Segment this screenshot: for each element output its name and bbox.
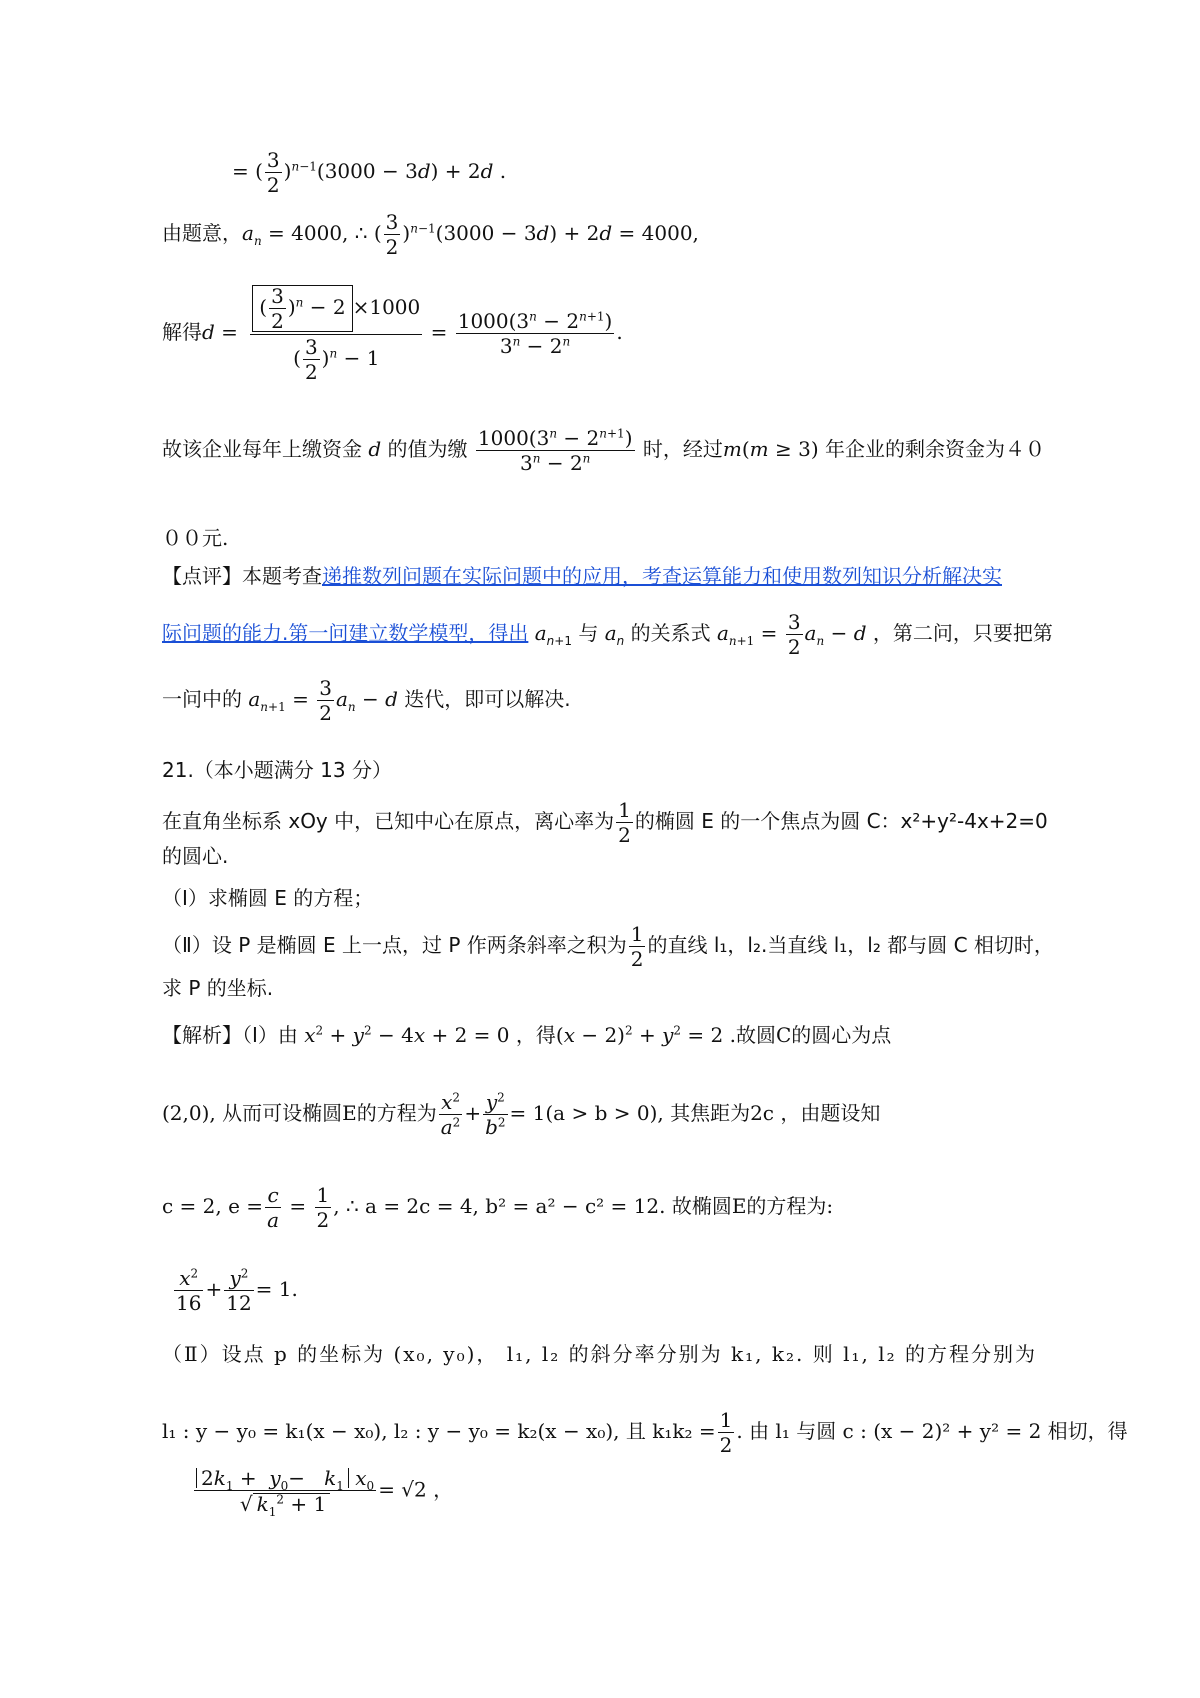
comment-c5: 迭代，即可以解决. <box>404 687 571 711</box>
solution-last: = √2 ， <box>378 1477 454 1502</box>
solution-ii-c: . 由 l₁ 与圆 c : (x − 2)² + y² = 2 相切，得 <box>736 1419 1128 1443</box>
comment-c2: 的关系式 <box>630 621 711 645</box>
q21-part-ii: （Ⅱ）设 P 是椭圆 E 上一点，过 P 作两条斜率之积为 $\frac{1}{2}$ 的直线 l₁，l₂.当直线 l₁，l₂ 都与圆 C 相切时， <box>162 922 1054 971</box>
comment-c3: ，第二问，只要把第 <box>872 621 1053 645</box>
line4-d: 年企业的剩余资金为４０ <box>824 437 1045 461</box>
line4-c: 时，经过 <box>642 437 723 461</box>
line4-b: 的值为缴 <box>387 437 468 461</box>
q21-p1b: 的椭圆 E 的一个焦点为圆 C：x²+y²-4x+2=0 <box>634 809 1048 833</box>
solution-2a: (2,0), 从而可设椭圆E的方程为 <box>162 1101 437 1125</box>
q21-title: 21.（本小题满分 13 分） <box>162 758 392 782</box>
solution-line-3: c = 2, e = $\frac{c}{a}$ = $\frac{1}{2}$ , ∴ a = 2c = 4, b² = a² − c² = 12. 故椭圆E的方程为: <box>162 1183 834 1232</box>
solution-part-ii-2: l₁ : y − y₀ = k₁(x − x₀), l₂ : y − y₀ = k₂(x − x₀), 且 k₁k₂ = $\frac{1}{2}$ . 由 l₁ 与圆 c : (x − 2)² + y² = 2 相切，得 <box>162 1408 1128 1457</box>
solution-4: = 1. <box>255 1277 298 1301</box>
q21-p1a: 在直角坐标系 xOy 中，已知中心在原点，离心率为 <box>162 809 615 833</box>
solution-1b: ，得 <box>515 1023 556 1047</box>
comment-line-3: 一问中的 $a_{n+1}$ = $\frac{3}{2}$ $a_n - d$ 迭代，即可以解决. <box>162 676 571 725</box>
comment-link-2[interactable]: 际问题的能力.第一问建立数学模型，得出 <box>162 621 529 645</box>
equation-line-4: 故该企业每年上缴资金 d 的值为缴 $\frac{1000(3^n - 2^{n+1})}{3^n - 2^n}$ 时，经过m(m ≥ 3) 年企业的剩余资金为４０ <box>162 426 1045 475</box>
line4-a: 故该企业每年上缴资金 <box>162 437 362 461</box>
comment-link-1[interactable]: 递推数列问题在实际问题中的应用，考查运算能力和使用数列知识分析解决实 <box>322 564 1002 588</box>
line2-prefix: 由题意， <box>162 221 242 245</box>
solution-ii-b: l₁ : y − y₀ = k₁(x − x₀), l₂ : y − y₀ = k₂(x − x₀), 且 k₁k₂ = <box>162 1419 716 1443</box>
solution-head: 【解析】（Ⅰ）由 <box>162 1023 298 1047</box>
q21-ii-b: 的直线 l₁，l₂.当直线 l₁，l₂ 都与圆 C 相切时， <box>647 933 1054 957</box>
equation-line-3: 解得d = ( $\frac{3}{2}$ )$^n$ − 2 ×1000 ( $\frac{3}{2}$ )$^n$ − 1 = $\frac{1000(3^n - 2^{n+1})}{3^n - 2^n}$ . <box>162 284 623 384</box>
comment-line-2: 际问题的能力.第一问建立数学模型，得出 $a_{n+1}$ 与 $a_n$ 的关系式 $a_{n+1}$ = $\frac{3}{2}$ $a_n - d$ ，第二问，只要把第 <box>162 610 1053 659</box>
solution-2b: = 1(a > b > 0), 其焦距为2c ，由题设知 <box>509 1101 881 1125</box>
equation-line-2: 由题意，$a_n = 4000$, ∴ ( $\frac{3}{2}$ )$^{n-1}$(3000 − 3d) + 2d = 4000, <box>162 210 699 259</box>
solution-part-ii-1: （Ⅱ）设点 p 的坐标为 (x₀, y₀)， l₁, l₂ 的斜分率分别为 k₁, k₂. 则 l₁, l₂ 的方程分别为 <box>162 1342 1037 1366</box>
solution-line-1: 【解析】（Ⅰ）由 $x^2 + y^2 - 4x + 2 = 0$ ，得$(x - 2)^2 + y^2 = 2$ .故圆C的圆心为点 <box>162 1023 892 1047</box>
solution-last-line: $\frac{2k_1 + y_0- k_1 x_0}{√ k_1^2 + 1}$ = √2 ， <box>192 1468 453 1514</box>
equation-line-1: = ( $\frac{3}{2}$ )$^{n-1}$(3000 − 3d) + 2d . <box>232 148 507 197</box>
q21-part-ii-cont: 求 P 的坐标. <box>162 976 274 1000</box>
comment-c1: 与 <box>578 621 599 645</box>
solution-3b: , ∴ a = 2c = 4, b² = a² − c² = 12. 故椭圆E的方程为: <box>333 1194 834 1218</box>
solution-line-4: $\frac{x^2}{16}$ + $\frac{y^2}{12}$ = 1. <box>176 1266 298 1315</box>
solution-line-2: (2,0), 从而可设椭圆E的方程为 $\frac{x^2}{a^2}$ + $\frac{y^2}{b^2}$ = 1(a > b > 0), 其焦距为2c ，由题设知 <box>162 1090 881 1139</box>
comment-c4: 一问中的 <box>162 687 242 711</box>
comment-head: 【点评】本题考查 <box>162 564 322 588</box>
q21-para-2: 的圆心. <box>162 844 229 868</box>
comment-line-1 <box>162 566 1002 586</box>
line3-prefix: 解得 <box>162 320 202 344</box>
q21-ii-a: （Ⅱ）设 P 是椭圆 E 上一点，过 P 作两条斜率之积为 <box>162 933 627 957</box>
q21-part-i: （Ⅰ）求椭圆 E 的方程； <box>162 886 374 910</box>
solution-1c: .故圆C的圆心为点 <box>729 1023 892 1047</box>
q21-para-1: 在直角坐标系 xOy 中，已知中心在原点，离心率为 $\frac{1}{2}$ 的椭圆 E 的一个焦点为圆 C：x²+y²-4x+2=0 <box>162 798 1048 847</box>
solution-3a: c = 2, e = <box>162 1194 264 1218</box>
equation-line-5: ００元. <box>162 526 229 550</box>
